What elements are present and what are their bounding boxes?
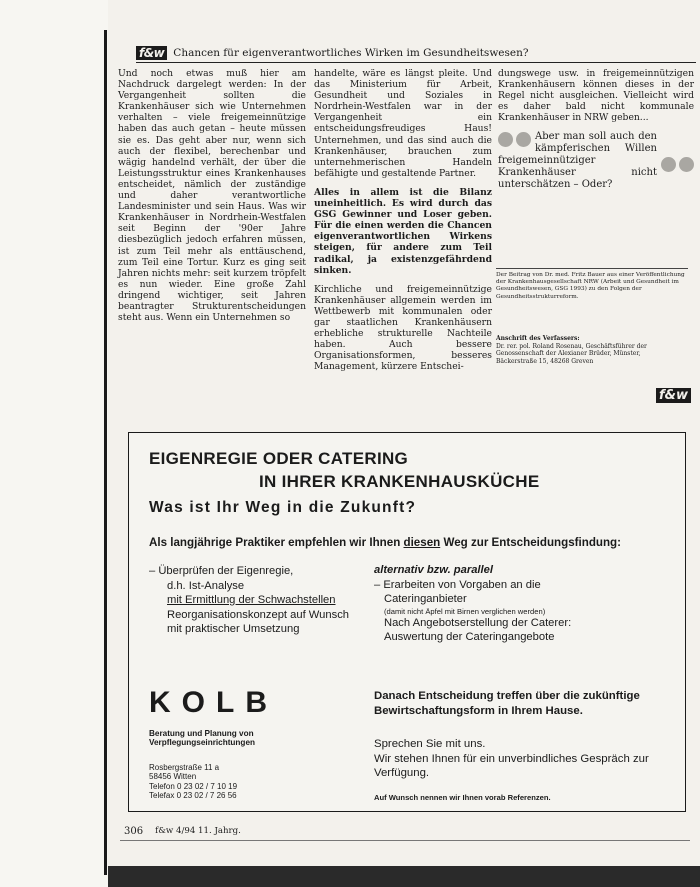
article-paragraph: Und noch etwas muß hier am Nachdruck dargelegt werden: In der Vergangenheit sollten die Krankenhäuser sich wie Unternehmen verhalten – viele freigemeinnützige haben das auch getan – heute müssen sie es. Das geht aber nur, wenn sich auch der flexibel, berechenbar und wägig handelnd verhält, der über die Leistungsstruktur eines Krankenhauses entscheidet, nämlich der zuständige und daher verantwortliche Landesminister und sein Haus. Was wir Krankenhäuser in Nordrhein-Westfalen seit Beginn der '90er Jahre diesbezüglich jedoch erfahren müssen, ist zum Teil mehr als enttäuschend, zum Teil eine Tortur. Kurz es ging seit Jahren nichts mehr: seit kurzem tröpfelt es nun wieder. Eine große Zahl dringend wichtiger, seit Jahren beantragter Strukturentscheidungen steht aus. Wenn ein Unternehmen so (118, 68, 306, 324)
article-column-3 (498, 68, 694, 199)
pull-quote (498, 131, 694, 191)
magazine-page (108, 0, 700, 866)
advertisement-kolb (128, 432, 686, 812)
ad-headline-1: EIGENREGIE ODER CATERING (149, 449, 409, 468)
ad-decision-text: Danach Entscheidung treffen über die zukünftige Bewirtschaftungsform in Ihrem Hause. (374, 690, 640, 717)
decorative-dots-icon (661, 157, 694, 172)
running-header (136, 44, 696, 63)
ad-right-line: Nach Angebotserstellung der Caterer: (384, 616, 572, 629)
ad-option-self-management (149, 564, 374, 637)
ad-contact-line: Wir stehen Ihnen für ein unverbindliches Gespräch zur Verfügung. (374, 752, 649, 779)
ad-intro-underlined: diesen (403, 536, 441, 549)
ad-option-catering (374, 563, 664, 645)
book-spine-shadow (104, 30, 107, 875)
author-address-header: Anschrift des Verfassers: (496, 335, 580, 342)
article-column-2 (314, 68, 492, 380)
decorative-dots-icon (498, 132, 531, 147)
running-header-title: Chancen für eigenverantwortliches Wirken im Gesundheitswesen? (173, 47, 529, 59)
article-paragraph-bold: Alles in allem ist die Bilanz uneinheitlich. Es wird durch das GSG Gewinner und Loser geben. Für die einen werden die Chancen eigenverantwortlichen Wirkens steigen, für andere zum Teil radikal, ja existenzgefährdend sinken. (314, 186, 492, 276)
article-paragraph: Kirchliche und freigemeinnützige Krankenhäuser allgemein werden im Wettbewerb mit kommunalen oder gar staatlichen Krankenhäusern erhebliche strukturelle Nachteile haben. Auch bessere Organisationsformen, besseres Management, kürzere Entschei- (314, 283, 492, 373)
ad-right-line: – Erarbeiten von Vorgaben an die (374, 578, 541, 591)
address-line: Rosbergstraße 11 a (149, 763, 220, 772)
ad-references-note: Auf Wunsch nennen wir Ihnen vorab Referenzen. (374, 793, 551, 802)
footnote: Der Beitrag von Dr. med. Fritz Bauer aus einer Veröffentlichung der Krankenhausgesellschaft NRW (Arbeit und Gesundheit im Gesundheitswesen, GSG 1993) zu den Folgen der Gesundheitsstrukturreform. (496, 268, 688, 301)
address-line: 58456 Witten (149, 772, 197, 782)
kolb-logo: KOLB (149, 686, 278, 719)
pull-quote-text: Aber man soll auch den kämpferischen Willen freigemeinnütziger Krankenhäuser nicht unterschätzen – Oder? (498, 131, 657, 191)
author-address (496, 335, 666, 365)
ad-contact-text (374, 737, 674, 781)
ad-intro-line (149, 536, 621, 549)
ad-left-line: Reorganisationskonzept auf Wunsch (167, 608, 350, 621)
ad-left-line: d.h. Ist-Analyse (167, 579, 245, 592)
article-paragraph: handelte, wäre es längst pleite. Und das Ministerium für Arbeit, Gesundheit und Soziales in Nordrhein-Westfalen war in der Vergangenheit ein entscheidungsfreudiges Haus! Unternehmen, und das sind auch die Krankenhäuser, brauchen zum unternehmerischen Handeln befähigte und gestaltende Partner. (314, 68, 492, 179)
ad-headline-2: IN IHRER KRANKENHAUSKÜCHE (259, 472, 540, 491)
ad-intro-pre: Als langjährige Praktiker empfehlen wir Ihnen (149, 536, 404, 549)
journal-issue: f&w 4/94 11. Jahrg. (155, 826, 241, 836)
left-margin (0, 0, 108, 887)
ad-right-note: (damit nicht Äpfel mit Birnen verglichen werden) (384, 606, 546, 616)
end-of-article-logo: f&w (656, 388, 691, 403)
ad-headline-question: Was ist Ihr Weg in die Zukunft? (149, 499, 417, 516)
article-column-1 (118, 68, 306, 331)
address-line: Telefon 0 23 02 / 7 10 19 (149, 781, 238, 791)
page-number: 306 (124, 826, 144, 837)
footer-rule (120, 840, 690, 841)
author-address-body: Dr. rer. pol. Roland Rosenau, Geschäftsführer der Genossenschaft der Alexianer Brüder, Münster, Bäckerstraße 15, 48268 Greven (496, 342, 647, 365)
ad-left-line: – Überprüfen der Eigenregie, (149, 565, 294, 577)
ad-right-line: Cateringanbieter (384, 593, 467, 605)
scan-bottom-edge (108, 866, 700, 887)
ad-right-line: Auswertung der Cateringangebote (384, 631, 555, 643)
journal-logo: f&w (136, 46, 167, 60)
article-paragraph: dungswege usw. in freigemeinnützigen Krankenhäusern können dieses in der Regel nicht ausgleichen. Vielleicht wird es daher bald nicht kommunale Krankenhäuser in NRW geben... (498, 68, 694, 124)
kolb-address (149, 763, 289, 801)
address-line: Telefax 0 23 02 / 7 26 56 (149, 791, 237, 801)
kolb-tagline: Beratung und Planung von Verpflegungseinrichtungen (149, 729, 255, 748)
ad-left-line: mit praktischer Umsetzung (167, 623, 300, 635)
ad-left-line: mit Ermittlung der Schwachstellen (167, 594, 336, 606)
ad-contact-line: Sprechen Sie mit uns. (374, 738, 486, 750)
ad-intro-post: Weg zur Entscheidungsfindung: (440, 536, 622, 549)
page-footer (124, 826, 241, 837)
ad-alternative-label: alternativ bzw. parallel (374, 564, 493, 576)
